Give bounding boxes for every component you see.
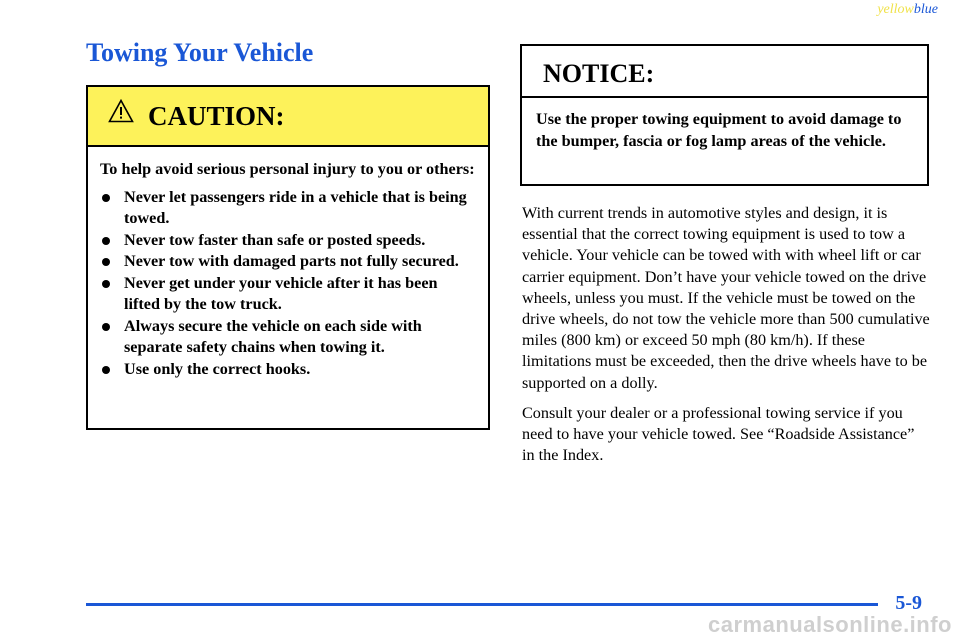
caution-item-text: Never get under your vehicle after it has been lifted by the tow truck. [124,273,438,313]
notice-text: Use the proper towing equipment to avoid damage to the bumper, fascia or fog lamp areas of the vehicle. [536,110,902,150]
page-number: 5-9 [895,592,922,614]
watermark: carmanualsonline.info [708,612,952,637]
body-paragraph: Consult your dealer or a professional towing service if you need to have your vehicle towed. See “Roadside Assistance” in the Index. [522,403,915,465]
caution-item-text: Never tow with damaged parts not fully secured. [124,252,459,270]
caution-item [100,251,476,273]
color-tag-blue: blue [913,2,938,17]
bullet-icon [102,366,110,374]
caution-box [86,85,490,430]
caution-item [100,273,476,316]
bullet-icon [102,194,110,202]
body-text [522,203,930,475]
bullet-icon [102,280,110,288]
caution-item [100,187,476,230]
caution-item-text: Never let passengers ride in a vehicle that is being towed. [124,187,467,227]
body-paragraph: With current trends in automotive styles and design, it is essential that the correct towing equipment is used to tow a vehicle. Your vehicle can be towed with with wheel lift or car carrier equipment. Don’t have your vehicle towed on the drive wheels, unless you must. If the vehicle must be towed on the drive wheels, do not tow the vehicle more than 500 cumulative miles (800 km) or exceed 50 mph (80 km/h). If these limitations must be exceeded, then the drive wheels have to be supported on a dolly. [522,204,930,392]
color-tag [877,2,938,18]
caution-item-text: Use only the correct hooks. [124,359,311,378]
bullet-icon [102,237,110,245]
warning-triangle-icon [108,99,134,123]
caution-label: CAUTION: [148,101,285,131]
notice-label: NOTICE: [543,59,655,88]
caution-header [88,87,488,147]
bullet-icon [102,323,110,331]
caution-item [100,316,476,359]
notice-box [520,44,929,186]
caution-item-text: Always secure the vehicle on each side with separate safety chains when towing it. [124,316,422,356]
caution-item-text: Never tow faster than safe or posted speeds. [124,230,426,249]
footer-rule [86,603,878,606]
page-title: Towing Your Vehicle [86,38,314,67]
caution-body [88,147,488,380]
caution-intro: To help avoid serious personal injury to you or others: [100,160,475,178]
color-tag-yellow: yellow [877,2,914,17]
caution-item [100,230,476,252]
caution-item [100,359,476,381]
notice-header [522,46,927,98]
bullet-icon [102,258,110,266]
caution-list [100,187,476,381]
